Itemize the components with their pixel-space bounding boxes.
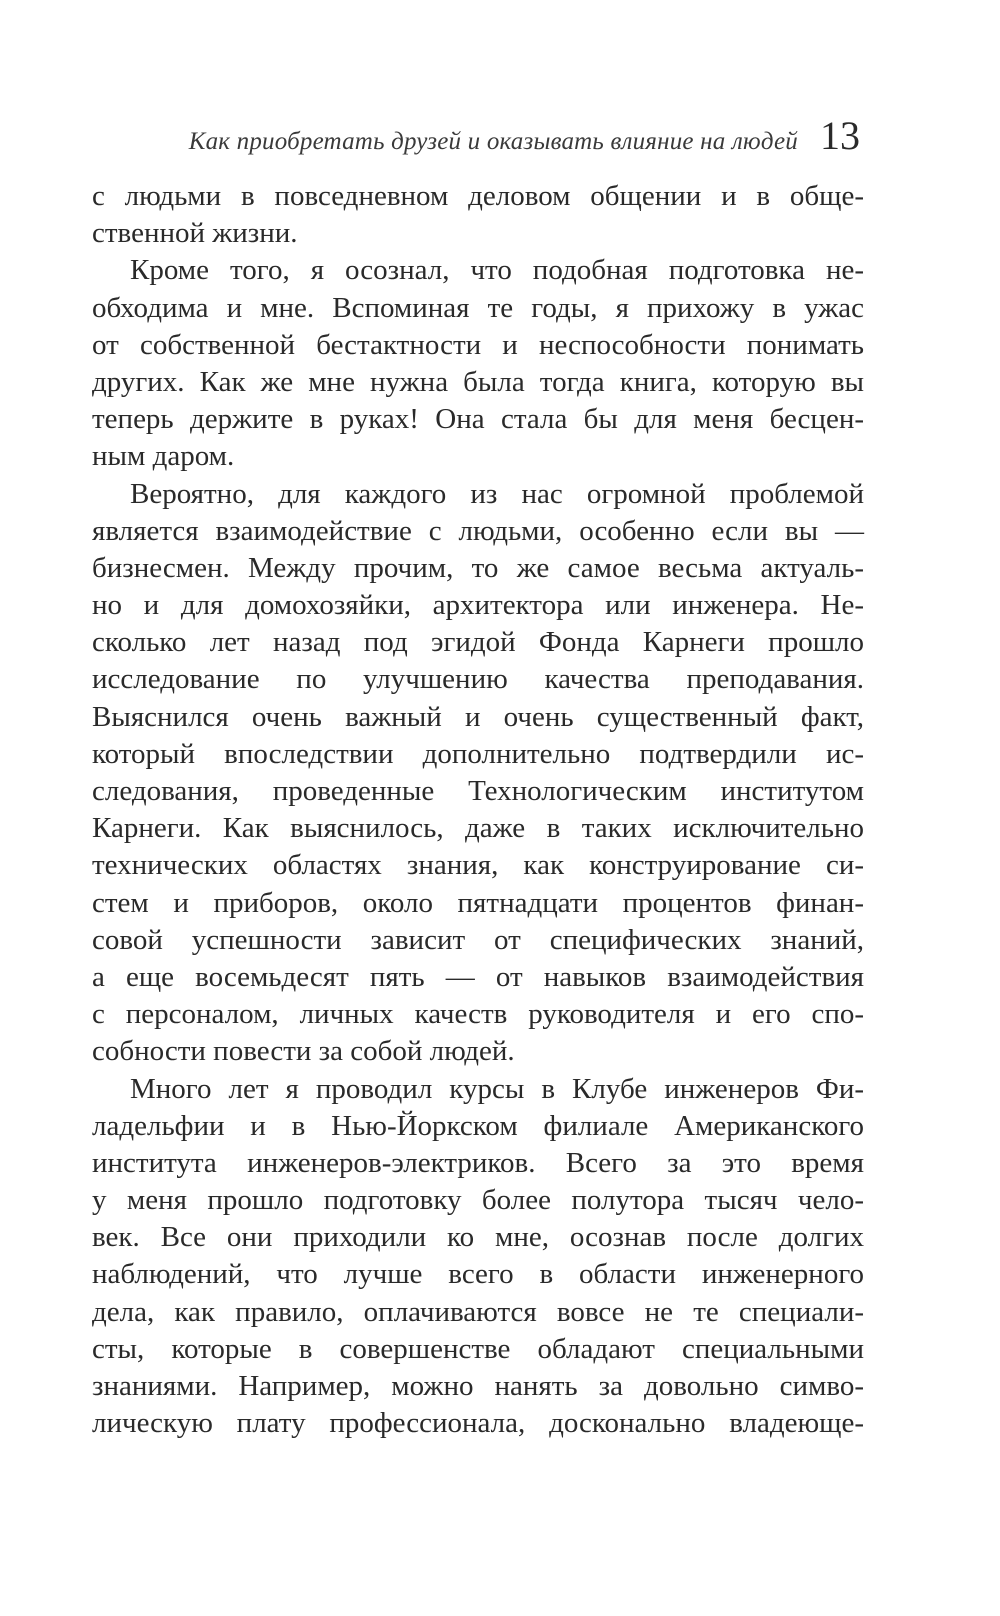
text-line: Много лет я проводил курсы в Клубе инженеров Фи- bbox=[130, 1072, 864, 1105]
text-line: Кроме того, я осознал, что подобная подготовка не- bbox=[130, 254, 864, 287]
body-text bbox=[92, 178, 864, 1442]
running-header bbox=[189, 112, 860, 159]
text-line: дела, как правило, оплачиваются вовсе не те специали- bbox=[92, 1295, 864, 1328]
text-line: с людьми в повседневном деловом общении и в обще- bbox=[92, 180, 864, 212]
text-line: Выяснился очень важный и очень существенный факт, bbox=[92, 700, 864, 733]
text-line: ладельфии и в Нью-Йоркском филиале Американского bbox=[92, 1109, 864, 1142]
text-line: сколько лет назад под эгидой Фонда Карнеги прошло bbox=[92, 626, 864, 659]
page-number: 13 bbox=[820, 113, 860, 158]
text-line: технических областях знания, как конструирование си- bbox=[92, 849, 864, 882]
text-line: стем и приборов, около пятнадцати процентов финан- bbox=[92, 886, 864, 919]
text-line: теперь держите в руках! Она стала бы для меня бесцен- bbox=[92, 403, 864, 436]
text-line: совой успешности зависит от специфических знаний, bbox=[92, 923, 864, 956]
running-title: Как приобретать друзей и оказывать влияние на людей bbox=[188, 128, 798, 155]
text-line: с персоналом, личных качеств руководителя и его спо- bbox=[92, 998, 864, 1031]
text-line: знаниями. Например, можно нанять за довольно симво- bbox=[92, 1370, 864, 1402]
text-line: следования, проведенные Технологическим институтом bbox=[92, 775, 864, 807]
text-line: ным даром. bbox=[92, 440, 235, 473]
text-line: исследование по улучшению качества преподавания. bbox=[92, 663, 864, 696]
text-line: других. Как же мне нужна была тогда книга, которую вы bbox=[92, 365, 864, 398]
text-line: сты, которые в совершенстве обладают специальными bbox=[92, 1332, 864, 1365]
text-line: от собственной бестактности и неспособности понимать bbox=[92, 328, 864, 361]
text-line: является взаимодействие с людьми, особенно если вы — bbox=[92, 514, 864, 547]
text-line: наблюдений, что лучше всего в области инженерного bbox=[92, 1258, 864, 1291]
text-line: собности повести за собой людей. bbox=[92, 1035, 515, 1068]
text-line: Вероятно, для каждого из нас огромной проблемой bbox=[130, 477, 864, 510]
text-line: а еще восемьдесят пять — от навыков взаимодействия bbox=[92, 960, 864, 993]
text-line: института инженеров-электриков. Всего за это время bbox=[92, 1146, 864, 1179]
text-line: но и для домохозяйки, архитектора или инженера. Не- bbox=[92, 589, 864, 622]
text-line: бизнесмен. Между прочим, то же самое весьма актуаль- bbox=[92, 551, 864, 584]
text-line: который впоследствии дополнительно подтвердили ис- bbox=[92, 737, 864, 770]
text-line: век. Все они приходили ко мне, осознав после долгих bbox=[92, 1221, 864, 1254]
text-line: у меня прошло подготовку более полутора тысяч чело- bbox=[92, 1184, 864, 1217]
text-line: Карнеги. Как выяснилось, даже в таких исключительно bbox=[92, 812, 864, 845]
text-line: лическую плату профессионала, досконально владеюще- bbox=[92, 1407, 864, 1440]
text-line: обходима и мне. Вспоминая те годы, я прихожу в ужас bbox=[92, 291, 864, 324]
text-line: ственной жизни. bbox=[92, 217, 298, 250]
